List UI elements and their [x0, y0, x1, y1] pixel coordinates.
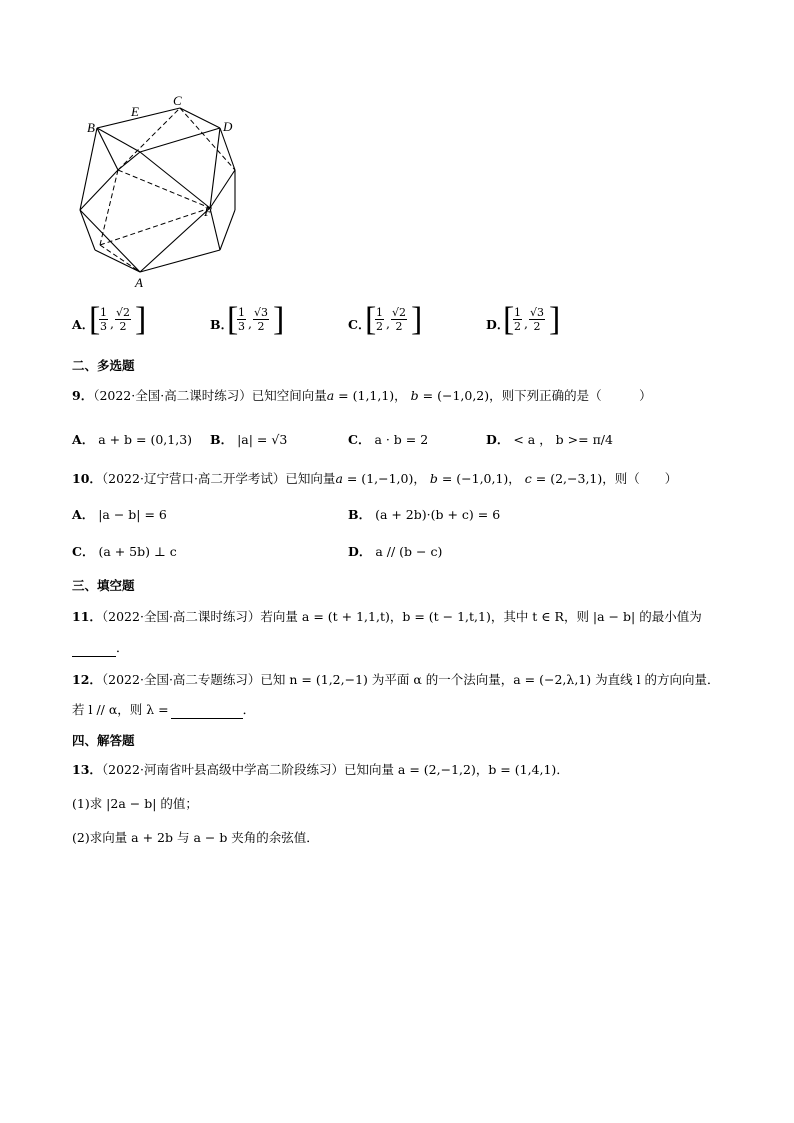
- label-F: F: [204, 204, 212, 219]
- q12-answer-line[interactable]: 若 l // α，则 λ = ．: [72, 702, 256, 717]
- fraction: $\frac{√2}{2}$: [116, 306, 131, 333]
- label-D: D: [223, 119, 233, 134]
- left-bracket: [: [503, 301, 515, 338]
- label-C: C: [173, 93, 182, 108]
- section-heading: 四、解答题: [72, 733, 135, 748]
- fraction: $\frac{√3}{2}$: [254, 306, 269, 333]
- label-B: B: [87, 120, 95, 135]
- q9-option-b[interactable]: B． |a| = √3: [210, 432, 288, 447]
- fraction: $\frac{1}{3}$: [238, 306, 245, 333]
- q9-option-c[interactable]: C． a · b = 2: [348, 432, 429, 447]
- q10-option-c[interactable]: C． (a + 5b) ⊥ c: [72, 544, 177, 559]
- answer-blank[interactable]: [72, 640, 116, 657]
- option-label: D．: [486, 317, 510, 332]
- fraction: $\frac{√2}{2}$: [392, 306, 407, 333]
- question-11: 11．（2022·全国·高二课时练习）若向量 a = (t + 1,1,t)，b = (t − 1,t,1)，其中 t ∈ R，则 |a − b| 的最小值为: [72, 609, 702, 624]
- section-heading: 三、填空题: [72, 578, 135, 593]
- polyhedron-figure: [70, 92, 250, 292]
- question-12: 12．（2022·全国·高二专题练习）已知 n = (1,2,−1) 为平面 α 的一个法向量，a = (−2,λ,1) 为直线 l 的方向向量．: [72, 672, 720, 687]
- left-bracket: [: [89, 301, 101, 338]
- question-10: 10．（2022·辽宁营口·高二开学考试）已知向量a = (1,−1,0)， b = (−1,0,1)， c = (2,−3,1)，则（ ）: [72, 471, 678, 486]
- q13-part-1: (1)求 |2a − b| 的值；: [72, 796, 198, 811]
- fraction: $\frac{1}{2}$: [514, 306, 521, 333]
- q9-option-a[interactable]: A． a + b = (0,1,3): [72, 432, 193, 447]
- label-E: E: [131, 104, 139, 119]
- fraction: $\frac{1}{3}$: [100, 306, 107, 333]
- q9-option-d[interactable]: D． < a ， b >= π/4: [486, 432, 613, 447]
- right-bracket: ]: [135, 301, 147, 338]
- right-bracket: ]: [273, 301, 285, 338]
- left-bracket: [: [227, 301, 239, 338]
- question-13: 13．（2022·河南省叶县高级中学高二阶段练习）已知向量 a = (2,−1,2)，b = (1,4,1)．: [72, 762, 569, 777]
- q10-option-a[interactable]: A． |a − b| = 6: [72, 507, 167, 522]
- q11-answer-line[interactable]: ．: [72, 640, 129, 657]
- option-label: C．: [348, 317, 371, 332]
- left-bracket: [: [365, 301, 377, 338]
- q10-option-d[interactable]: D． a // (b − c): [348, 544, 443, 559]
- right-bracket: ]: [411, 301, 423, 338]
- label-A: A: [135, 275, 143, 290]
- worksheet-page: B E C D F A A． [ $\frac{1}{3}$ , $\frac{√2}{2}$ ] B． [ $\frac{1}{3}$ , $\frac{√3}{2}$ ] C． [ $\frac{1}{2}$ , $\frac{√2}{2}$ ] D． [ $\frac{1}{2}$ , $\frac{√3}{2}$ ] 二、多选题 9．（2022·全国·高二课时练习）已知空间向量a = (1,1,1)， b = (−1,0,2)，则下列正确的是（ ） A． a + b = (0,1,3) B． |a| = √3 C． a · b = 2 D． < a ， b >= π/4 10．（2022·辽宁营口·高二开学考试）已知向量a = (1,−1,0)， b = (−1,0,1)， c = (2,−3,1)，则（ ） A． |a − b| = 6 B． (a + 2b)·(b + c) = 6 C． (a + 5b) ⊥ c D． a // (b − c) 三、填空题 11．（2022·全国·高二课时练习）若向量 a = (t + 1,1,t)，b = (t − 1,t,1)，其中 t ∈ R，则 |a − b| 的最小值为 ． 12．（2022·全国·高二专题练习）已知 n = (1,2,−1) 为平面 α 的一个法向量，a = (−2,λ,1) 为直线 l 的方向向量． 若 l // α，则 λ = ． 四、解答题 13．（2022·河南省叶县高级中学高二阶段练习）已知向量 a = (2,−1,2)，b = (1,4,1)． (1)求 |2a − b| 的值； (2)求向量 a + 2b 与 a − b 夹角的余弦值．: [72, 93, 720, 845]
- section-heading: 二、多选题: [72, 358, 135, 373]
- q13-part-2: (2)求向量 a + 2b 与 a − b 夹角的余弦值．: [72, 830, 319, 845]
- fraction: $\frac{√3}{2}$: [530, 306, 545, 333]
- right-bracket: ]: [549, 301, 561, 338]
- fraction: $\frac{1}{2}$: [376, 306, 383, 333]
- q10-option-b[interactable]: B． (a + 2b)·(b + c) = 6: [348, 507, 501, 522]
- option-label: A．: [72, 317, 95, 332]
- question-9: 9．（2022·全国·高二课时练习）已知空间向量a = (1,1,1)， b = (−1,0,2)，则下列正确的是（ ）: [72, 388, 652, 403]
- option-label: B．: [210, 317, 234, 332]
- answer-blank[interactable]: [171, 702, 243, 719]
